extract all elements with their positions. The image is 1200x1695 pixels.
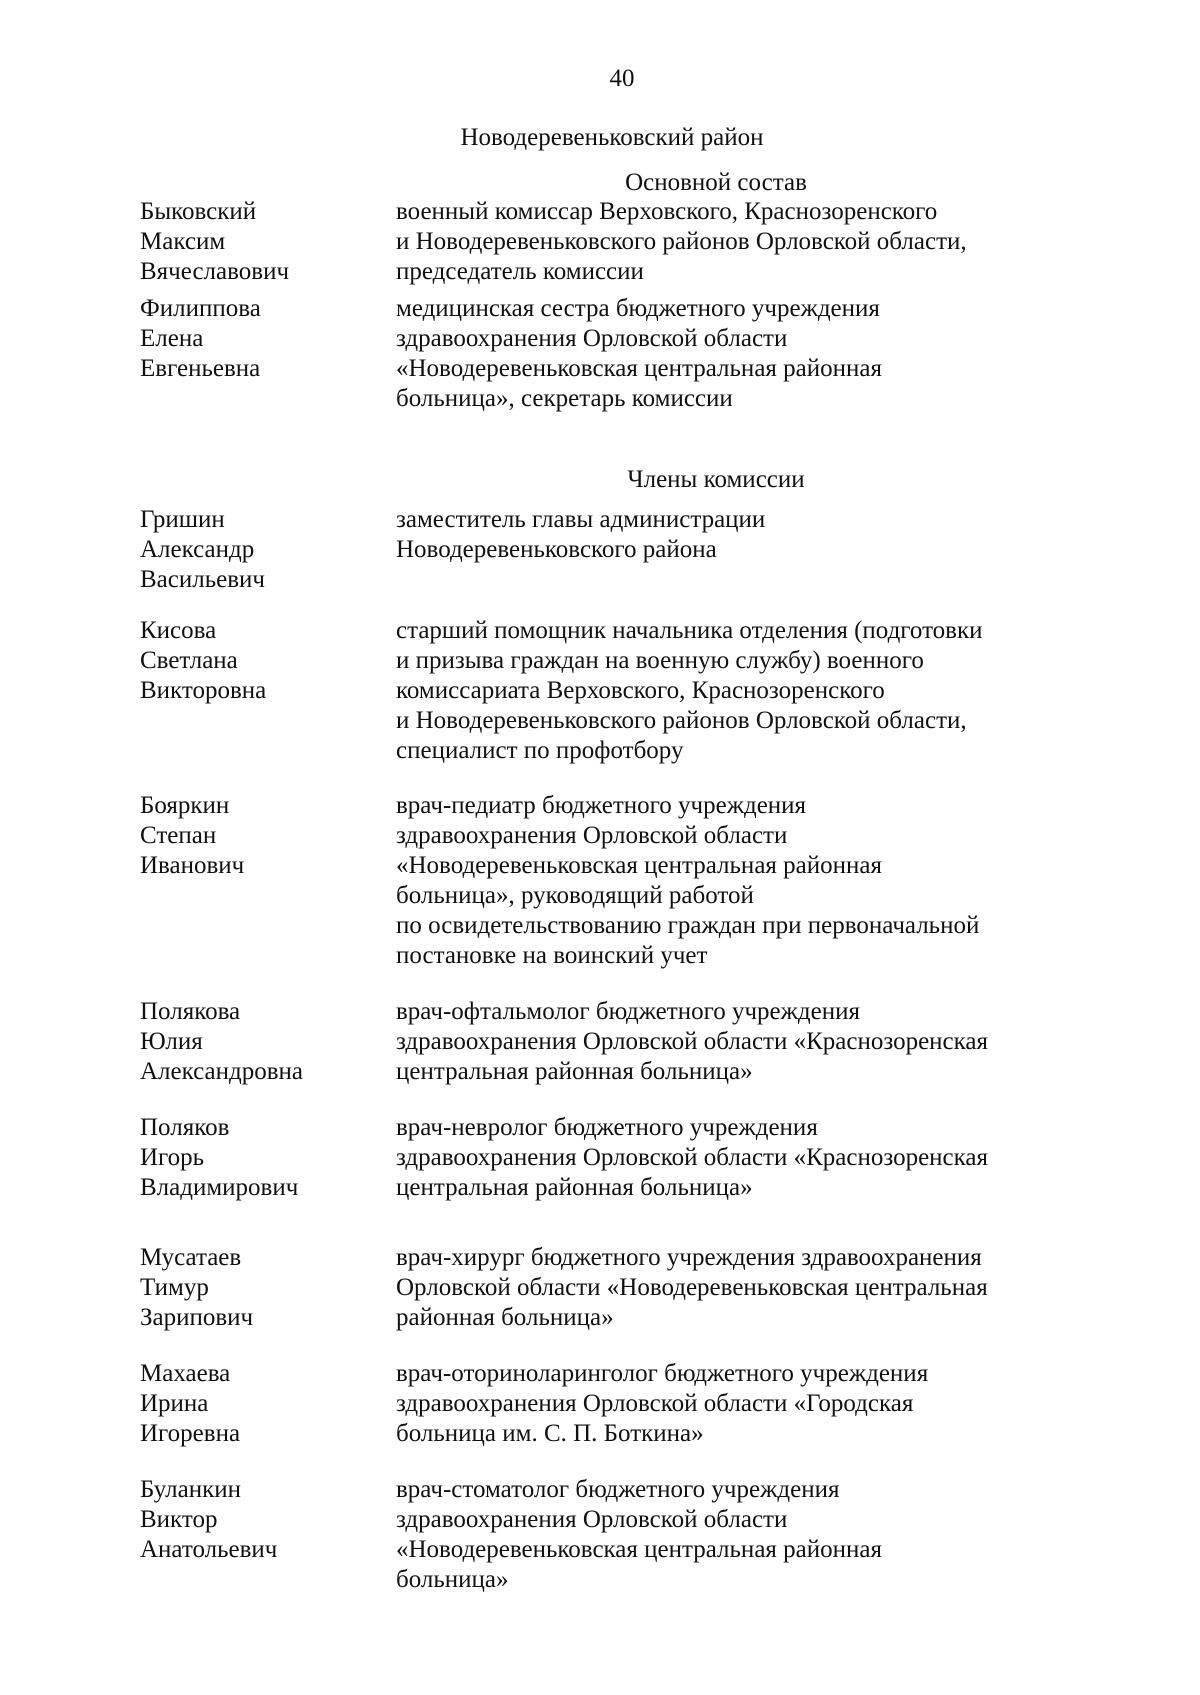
patronymic: Иванович [140,852,245,879]
surname: Поляков [140,1114,230,1141]
position-line: заместитель главы администрации [396,506,766,533]
surname: Бояркин [140,792,230,819]
position-line: «Новодеревеньковская центральная районная [396,852,882,879]
surname: Мусатаев [140,1244,242,1271]
person-name [140,505,370,595]
position-line: центральная районная больница» [396,1174,753,1201]
position-line: здравоохранения Орловской области «Городская [396,1390,914,1417]
position-line: здравоохранения Орловской области [396,325,788,352]
person-position [396,197,1096,287]
position-line: больница им. С. П. Боткина» [396,1420,704,1447]
person-name [140,1113,370,1203]
person-entry [0,505,1200,593]
position-line: комиссариата Верховского, Краснозоренского [396,677,885,704]
patronymic: Викторовна [140,677,267,704]
person-position [396,791,1096,971]
person-position [396,1113,1096,1203]
first-name: Александр [140,536,255,563]
position-line: врач-хирург бюджетного учреждения здравоохранения [396,1244,982,1271]
patronymic: Александровна [140,1058,304,1085]
person-entry [0,1243,1200,1331]
person-entry [0,616,1200,764]
person-name [140,791,370,881]
person-position [396,1243,1096,1333]
main-composition-heading: Основной состав [625,169,807,196]
first-name: Виктор [140,1506,218,1533]
person-entry [0,294,1200,412]
position-line: врач-педиатр бюджетного учреждения [396,792,807,819]
position-line: Новодеревеньковского района [396,536,717,563]
position-line: больница» [396,1566,509,1593]
position-line: военный комиссар Верховского, Краснозоренского [396,198,938,225]
first-name: Максим [140,228,226,255]
position-line: и Новодеревеньковского районов Орловской области, [396,228,967,255]
person-entry [0,1359,1200,1447]
position-line: здравоохранения Орловской области «Краснозоренская [396,1028,989,1055]
first-name: Светлана [140,647,238,674]
surname: Полякова [140,998,241,1025]
position-line: врач-оториноларинголог бюджетного учреждения [396,1360,929,1387]
person-position [396,1359,1096,1449]
position-line: старший помощник начальника отделения (подготовки [396,617,983,644]
position-line: председатель комиссии [396,258,644,285]
position-line: районная больница» [396,1304,614,1331]
position-line: здравоохранения Орловской области «Краснозоренская [396,1144,989,1171]
person-position [396,616,1096,766]
position-line: Орловской области «Новодеревеньковская центральная [396,1274,988,1301]
patronymic: Зарипович [140,1304,254,1331]
position-line: «Новодеревеньковская центральная районная [396,1536,882,1563]
surname: Филиппова [140,295,261,322]
position-line: больница», секретарь комиссии [396,385,733,412]
members-heading: Члены комиссии [627,466,805,493]
surname: Махаева [140,1360,231,1387]
position-line: «Новодеревеньковская центральная районная [396,355,882,382]
surname: Кисова [140,617,217,644]
first-name: Юлия [140,1028,203,1055]
surname: Гришин [140,506,225,533]
position-line: по освидетельствованию граждан при первоначальной [396,912,980,939]
position-line: медицинская сестра бюджетного учреждения [396,295,880,322]
person-entry [0,197,1200,285]
district-title: Новодеревеньковский район [460,124,764,151]
person-position [396,505,1096,565]
position-line: врач-стоматолог бюджетного учреждения [396,1476,840,1503]
patronymic: Васильевич [140,566,265,593]
person-position [396,1475,1096,1595]
patronymic: Владимирович [140,1174,299,1201]
person-name [140,197,370,287]
patronymic: Игоревна [140,1420,241,1447]
first-name: Ирина [140,1390,209,1417]
person-name [140,1359,370,1449]
person-entry [0,997,1200,1085]
person-name [140,294,370,384]
person-entry [0,791,1200,969]
person-position [396,294,1096,414]
surname: Буланкин [140,1476,241,1503]
surname: Быковский [140,198,257,225]
position-line: и призыва граждан на военную службу) военного [396,647,924,674]
first-name: Тимур [140,1274,209,1301]
person-entry [0,1113,1200,1201]
person-name [140,997,370,1087]
position-line: центральная районная больница» [396,1058,753,1085]
position-line: специалист по профотбору [396,737,684,764]
position-line: постановке на воинский учет [396,942,708,969]
person-position [396,997,1096,1087]
patronymic: Анатольевич [140,1536,278,1563]
person-entry [0,1475,1200,1593]
page-number: 40 [609,65,635,92]
position-line: врач-офтальмолог бюджетного учреждения [396,998,860,1025]
first-name: Елена [140,325,204,352]
position-line: здравоохранения Орловской области [396,1506,788,1533]
first-name: Степан [140,822,217,849]
first-name: Игорь [140,1144,205,1171]
patronymic: Евгеньевна [140,355,261,382]
position-line: врач-невролог бюджетного учреждения [396,1114,818,1141]
person-name [140,1243,370,1333]
person-name [140,1475,370,1565]
position-line: и Новодеревеньковского районов Орловской области, [396,707,967,734]
patronymic: Вячеславович [140,258,290,285]
position-line: больница», руководящий работой [396,882,754,909]
person-name [140,616,370,706]
position-line: здравоохранения Орловской области [396,822,788,849]
